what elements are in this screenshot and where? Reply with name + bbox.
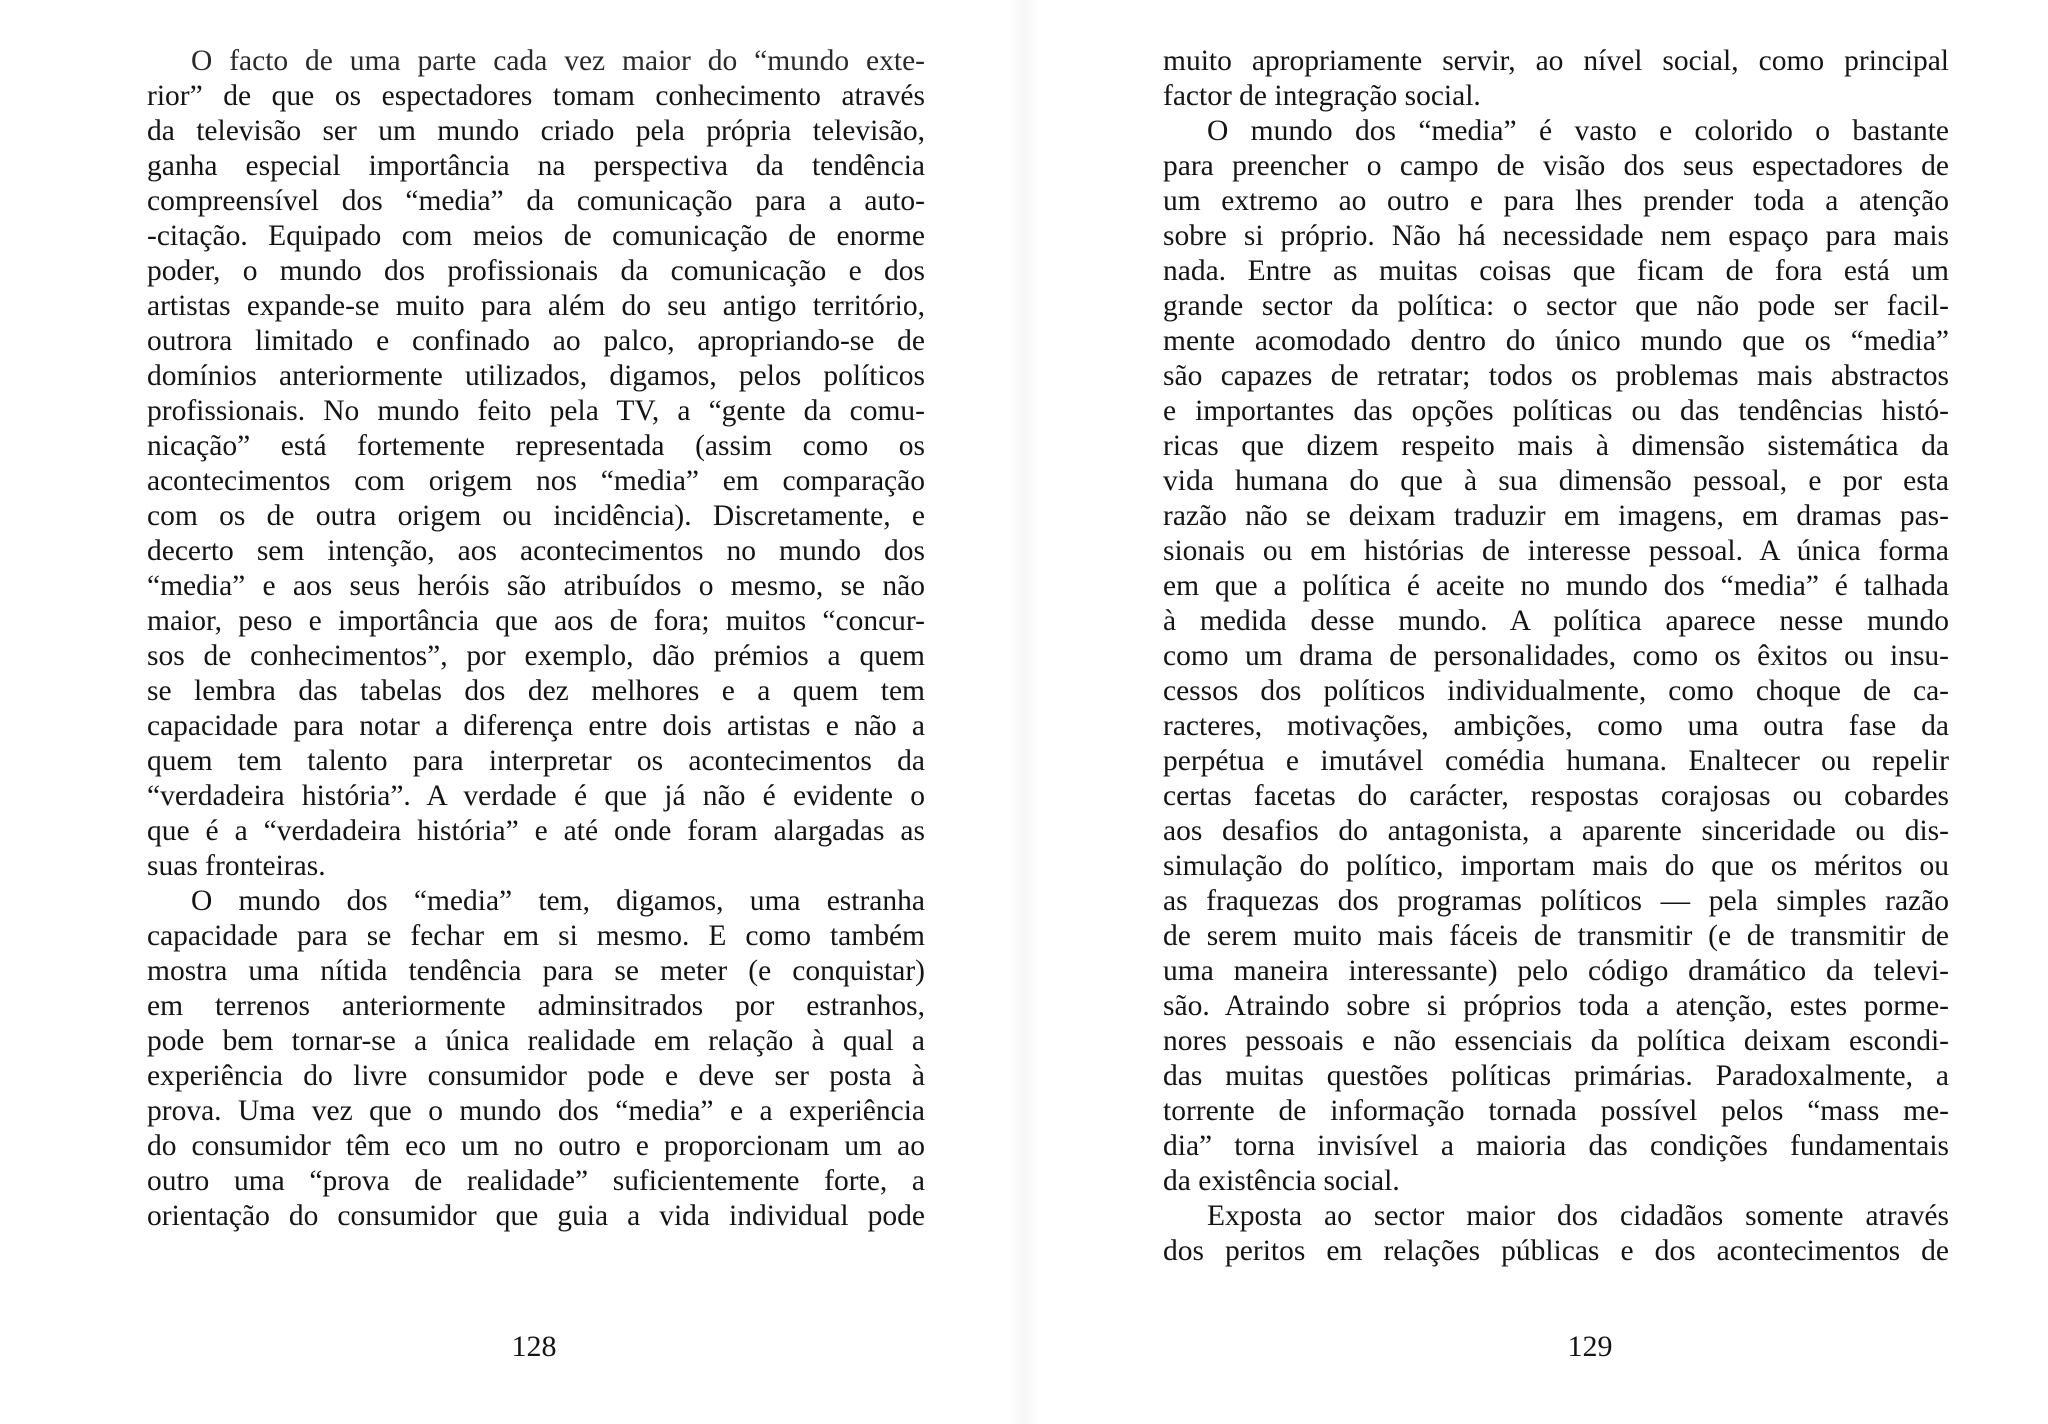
text-line: “media” e aos seus heróis são atribuídos o mesmo, se não	[147, 570, 925, 602]
text-line: ricas que dizem respeito mais à dimensão sistemática da	[1163, 430, 1949, 462]
text-line: O facto de uma parte cada vez maior do “mundo exte-	[191, 45, 925, 77]
text-line: quem tem talento para interpretar os acontecimentos da	[147, 745, 925, 777]
text-line: uma maneira interessante) pelo código dramático da televi-	[1163, 955, 1949, 987]
text-line: orientação do consumidor que guia a vida individual pode	[147, 1200, 925, 1232]
text-line: outrora limitado e confinado ao palco, apropriando-se de	[147, 325, 925, 357]
text-line: racteres, motivações, ambições, como uma outra fase da	[1163, 710, 1949, 742]
text-line: que é a “verdadeira história” e até onde foram alargadas as	[147, 815, 925, 847]
text-line: Exposta ao sector maior dos cidadãos somente através	[1207, 1200, 1949, 1232]
text-line: sobre si próprio. Não há necessidade nem espaço para mais	[1163, 220, 1949, 252]
text-line: pode bem tornar-se a única realidade em relação à qual a	[147, 1025, 925, 1057]
text-line: razão não se deixam traduzir em imagens, em dramas pas-	[1163, 500, 1949, 532]
text-line: outro uma “prova de realidade” suficientemente forte, a	[147, 1165, 925, 1197]
text-line: com os de outra origem ou incidência). Discretamente, e	[147, 500, 925, 532]
text-line: prova. Uma vez que o mundo dos “media” e a experiência	[147, 1095, 925, 1127]
text-line: torrente de informação tornada possível pelos “mass me-	[1163, 1095, 1949, 1127]
text-line: suas fronteiras.	[147, 850, 326, 882]
text-line: das muitas questões políticas primárias. Paradoxalmente, a	[1163, 1060, 1949, 1092]
text-line: compreensível dos “media” da comunicação para a auto-	[147, 185, 925, 217]
text-line: “verdadeira história”. A verdade é que já não é evidente o	[147, 780, 925, 812]
text-line: artistas expande-se muito para além do seu antigo território,	[147, 290, 925, 322]
left-page-text	[147, 44, 925, 1234]
text-line: nicação” está fortemente representada (assim como os	[147, 430, 925, 462]
text-line: para preencher o campo de visão dos seus espectadores de	[1163, 150, 1949, 182]
text-line: O mundo dos “media” é vasto e colorido o bastante	[1207, 115, 1949, 147]
right-page-text	[1163, 44, 1949, 1269]
text-line: sionais ou em histórias de interesse pessoal. A única forma	[1163, 535, 1949, 567]
text-line: dos peritos em relações públicas e dos acontecimentos de	[1163, 1235, 1949, 1267]
page-number: 129	[1567, 1330, 1613, 1363]
text-line: são capazes de retratar; todos os problemas mais abstractos	[1163, 360, 1949, 392]
text-line: perpétua e imutável comédia humana. Enaltecer ou repelir	[1163, 745, 1949, 777]
text-line: à medida desse mundo. A política aparece nesse mundo	[1163, 605, 1949, 637]
text-line: capacidade para se fechar em si mesmo. E como também	[147, 920, 925, 952]
text-line: em que a política é aceite no mundo dos “media” é talhada	[1163, 570, 1949, 602]
text-line: vida humana do que à sua dimensão pessoal, e por esta	[1163, 465, 1949, 497]
text-line: simulação do político, importam mais do que os méritos ou	[1163, 850, 1949, 882]
text-line: como um drama de personalidades, como os êxitos ou insu-	[1163, 640, 1949, 672]
text-line: sos de conhecimentos”, por exemplo, dão prémios a quem	[147, 640, 925, 672]
text-line: domínios anteriormente utilizados, digamos, pelos políticos	[147, 360, 925, 392]
right-page	[1024, 0, 2048, 1424]
text-line: nada. Entre as muitas coisas que ficam de fora está um	[1163, 255, 1949, 287]
text-line: grande sector da política: o sector que não pode ser facil-	[1163, 290, 1949, 322]
text-line: as fraquezas dos programas políticos — pela simples razão	[1163, 885, 1949, 917]
text-line: cessos dos políticos individualmente, como choque de ca-	[1163, 675, 1949, 707]
text-line: e importantes das opções políticas ou das tendências histó-	[1163, 395, 1949, 427]
text-line: certas facetas do carácter, respostas corajosas ou cobardes	[1163, 780, 1949, 812]
text-line: mente acomodado dentro do único mundo que os “media”	[1163, 325, 1949, 357]
text-line: muito apropriamente servir, ao nível social, como principal	[1163, 45, 1949, 77]
text-line: de serem muito mais fáceis de transmitir (e de transmitir de	[1163, 920, 1949, 952]
text-line: poder, o mundo dos profissionais da comunicação e dos	[147, 255, 925, 287]
text-line: experiência do livre consumidor pode e deve ser posta à	[147, 1060, 925, 1092]
text-line: capacidade para notar a diferença entre dois artistas e não a	[147, 710, 925, 742]
text-line: nores pessoais e não essenciais da política deixam escondi-	[1163, 1025, 1949, 1057]
text-line: do consumidor têm eco um no outro e proporcionam um ao	[147, 1130, 925, 1162]
text-line: acontecimentos com origem nos “media” em comparação	[147, 465, 925, 497]
text-line: rior” de que os espectadores tomam conhecimento através	[147, 80, 925, 112]
text-line: dia” torna invisível a maioria das condições fundamentais	[1163, 1130, 1949, 1162]
text-line: decerto sem intenção, aos acontecimentos no mundo dos	[147, 535, 925, 567]
text-line: da televisão ser um mundo criado pela própria televisão,	[147, 115, 925, 147]
text-line: -citação. Equipado com meios de comunicação de enorme	[147, 220, 925, 252]
text-line: em terrenos anteriormente adminsitrados por estranhos,	[147, 990, 925, 1022]
text-line: são. Atraindo sobre si próprios toda a atenção, estes porme-	[1163, 990, 1949, 1022]
text-line: O mundo dos “media” tem, digamos, uma estranha	[191, 885, 925, 917]
text-line: ganha especial importância na perspectiva da tendência	[147, 150, 925, 182]
page-number: 128	[511, 1330, 557, 1363]
text-line: factor de integração social.	[1163, 80, 1481, 112]
text-line: da existência social.	[1163, 1165, 1400, 1197]
text-line: um extremo ao outro e para lhes prender toda a atenção	[1163, 185, 1949, 217]
text-line: aos desafios do antagonista, a aparente sinceridade ou dis-	[1163, 815, 1949, 847]
text-line: profissionais. No mundo feito pela TV, a “gente da comu-	[147, 395, 925, 427]
text-line: mostra uma nítida tendência para se meter (e conquistar)	[147, 955, 925, 987]
text-line: se lembra das tabelas dos dez melhores e a quem tem	[147, 675, 925, 707]
text-line: maior, peso e importância que aos de fora; muitos “concur-	[147, 605, 925, 637]
